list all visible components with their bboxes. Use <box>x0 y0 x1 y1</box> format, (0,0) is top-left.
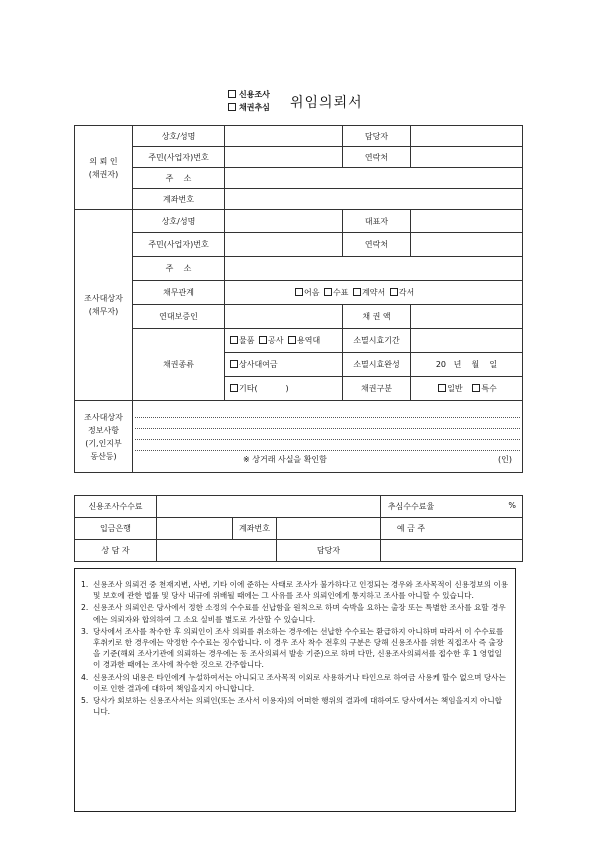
debtor-relation-options <box>225 281 523 305</box>
info-section-label: 조사대상자 정보사항 (기,인지부 동산등) <box>75 401 133 473</box>
debtor-section-label: 조사대상자 (채무자) <box>75 210 133 401</box>
debtor-rep-field[interactable] <box>411 210 523 233</box>
class-option-special[interactable]: 특수 <box>470 384 496 393</box>
creditor-name-field[interactable] <box>225 126 343 147</box>
creditor-section-label: 의 뢰 인 (채권자) <box>75 126 133 210</box>
fee-account-label: 계좌번호 <box>233 518 277 540</box>
collection-fee-cell[interactable] <box>381 496 523 518</box>
checkbox-icon[interactable] <box>228 103 236 111</box>
debtor-id-field[interactable] <box>225 233 343 257</box>
fee-account-field[interactable] <box>277 518 381 540</box>
note-item: 1. 신용조사 의뢰건 중 천재지변, 사변, 기타 이에 준하는 사태로 조사가 불가하다고 인정되는 경우와 조사목적이 신용정보의 이용 및 보호에 관한 법률 및 당사 내규에 위배될 때에는 그 사유를 조사 의뢰인에게 통지하고 조사를 아니할 수 있습니다. <box>81 580 509 601</box>
page-title: 위임의뢰서 <box>290 95 363 111</box>
class-option-general[interactable]: 일반 <box>436 384 462 393</box>
debtor-guarantor-label: 연대보증인 <box>133 305 225 329</box>
investigation-fee-field[interactable] <box>157 496 381 518</box>
debtor-address-field[interactable] <box>225 257 523 281</box>
depositor-label: 예 금 주 <box>396 524 426 533</box>
prescription-field[interactable] <box>411 329 523 353</box>
class-label: 채권구분 <box>343 377 411 401</box>
option-debt-collection[interactable]: 채권추심 <box>228 101 270 114</box>
class-options <box>411 377 523 401</box>
creditor-contact-field[interactable] <box>411 147 523 168</box>
form-header <box>0 88 595 118</box>
kind-option-construction[interactable]: 공사 <box>257 336 283 345</box>
counselor-field[interactable] <box>157 540 277 562</box>
kind-option-loan[interactable]: 상사대여금 <box>225 353 343 377</box>
fee-manager-label: 담당자 <box>277 540 381 562</box>
debtor-contact-field[interactable] <box>411 233 523 257</box>
depositor-cell[interactable] <box>381 518 523 540</box>
debtor-amount-field[interactable] <box>411 305 523 329</box>
creditor-manager-field[interactable] <box>411 126 523 147</box>
completion-date-field[interactable]: 20 년 월 일 <box>411 353 523 377</box>
creditor-id-field[interactable] <box>225 147 343 168</box>
kind-option-other[interactable]: 기타( ) <box>225 377 343 401</box>
creditor-manager-label: 담당자 <box>343 126 411 147</box>
creditor-name-label: 상호/성명 <box>133 126 225 147</box>
creditor-account-label: 계좌번호 <box>133 189 225 210</box>
completion-label: 소멸시효완성 <box>343 353 411 377</box>
debtor-rep-label: 대표자 <box>343 210 411 233</box>
debtor-amount-label: 채 권 액 <box>343 305 411 329</box>
debtor-relation-label: 채무관계 <box>133 281 225 305</box>
kind-option-goods[interactable]: 물품 <box>228 336 254 345</box>
seal-mark: (인) <box>498 455 512 464</box>
info-field[interactable] <box>133 401 523 473</box>
bank-label: 입금은행 <box>75 518 157 540</box>
creditor-account-field[interactable] <box>225 189 523 210</box>
relation-option-note[interactable]: 어음 <box>293 288 319 297</box>
debtor-id-label: 주민(사업자)번호 <box>133 233 225 257</box>
relation-option-check[interactable]: 수표 <box>322 288 348 297</box>
service-options <box>228 88 270 114</box>
relation-option-contract[interactable]: 계약서 <box>351 288 385 297</box>
relation-option-memo[interactable]: 각서 <box>388 288 414 297</box>
fee-table <box>74 495 523 562</box>
option-credit-investigation[interactable]: 신용조사 <box>228 88 270 101</box>
counselor-label: 상 담 자 <box>75 540 157 562</box>
request-form-table <box>74 125 523 473</box>
checkbox-icon[interactable] <box>228 90 236 98</box>
kind-options-row1 <box>225 329 343 353</box>
terms-notes <box>74 568 516 812</box>
creditor-address-label: 주 소 <box>133 168 225 189</box>
prescription-label: 소멸시효기간 <box>343 329 411 353</box>
debtor-kind-label: 채권종류 <box>133 329 225 401</box>
debtor-name-label: 상호/성명 <box>133 210 225 233</box>
debtor-guarantor-field[interactable] <box>225 305 343 329</box>
creditor-id-label: 주민(사업자)번호 <box>133 147 225 168</box>
note-item: 4. 신용조사의 내용은 타인에게 누설하여서는 아니되고 조사목적 이외로 사용하거나 타인으로 하여금 사용케 할수 없으며 당사는 이로 인한 결과에 대하여 책임을지지 아니합니다. <box>81 672 506 693</box>
creditor-address-field[interactable] <box>225 168 523 189</box>
kind-option-service[interactable]: 용역대 <box>286 336 320 345</box>
note-item: 5. 당사가 회보하는 신용조사서는 의뢰인(또는 조사서 이용자)의 어떠한 행위의 결과에 대하여도 당사에서는 책임을지지 아니합니다. <box>81 696 502 717</box>
debtor-address-label: 주 소 <box>133 257 225 281</box>
percent-sign: % <box>508 501 517 510</box>
note-item: 3. 당사에서 조사를 착수한 후 의뢰인이 조사 의뢰를 취소하는 경우에는 선납한 수수료는 환급하지 아니하며 따라서 이 수수료를 후취키로 한 경우에는 약정한 수수료는 징수합니다. 이 경우 조사 착수 전후의 구분은 당해 신용조사를 위한 직접조사 즉 출장을 기준(해외 조사기관에 의뢰하는 경우에는 동 조사의뢰서 발송 기준)으로 하며 다만, 신용조사의뢰서를 접수한 후 1 영업일이 경과한 때에는 조사에 착수한 것으로 간주합니다. <box>81 626 504 670</box>
collection-fee-label: 추심수수료율 <box>387 502 435 511</box>
debtor-contact-label: 연락처 <box>343 233 411 257</box>
confirm-text: ※ 상거래 사실을 확인함 <box>243 455 327 464</box>
fee-manager-field[interactable] <box>381 540 523 562</box>
bank-field[interactable] <box>157 518 233 540</box>
note-item: 2. 신용조사 의뢰인은 당사에서 정한 소정의 수수료를 선납함을 원칙으로 하며 숙박을 요하는 출장 또는 특별한 조사를 요할 경우에는 의뢰자와 합의하여 그 소요 실비를 별도로 가산할 수 있습니다. <box>81 603 506 624</box>
investigation-fee-label: 신용조사수수료 <box>75 496 157 518</box>
debtor-name-field[interactable] <box>225 210 343 233</box>
creditor-contact-label: 연락처 <box>343 147 411 168</box>
